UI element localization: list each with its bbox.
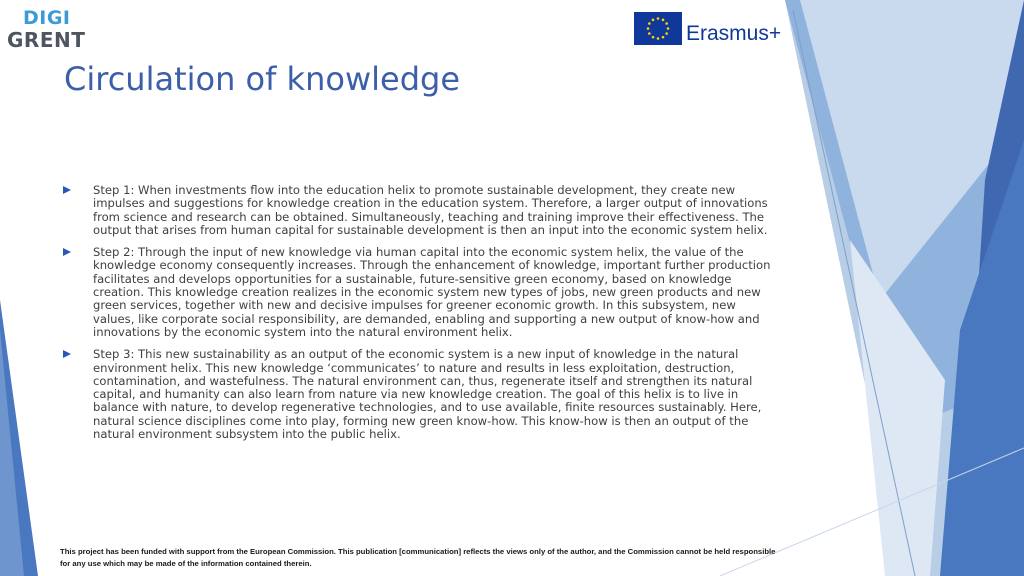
bullet-text: Step 2: Through the input of new knowledge via human capital into the economic system helix, the value of the knowledge economy consequently increases. Through the enhancement of knowledge, important further production facilitates and develops opportunities for a sustainable, future-sensitive green economy, based on knowledge creation. This knowledge creation realizes in the economic system new types of jobs, new green products and new green services, together with new and decisive impulses for greener economic growth. In this subsystem, new values, like corporate social responsibility, are demanded, enabling and supporting a new output of know-how and innovations by the economic system into the natural environment helix. bbox=[93, 245, 771, 339]
eu-star-icon bbox=[662, 19, 665, 22]
eu-star-icon bbox=[665, 32, 668, 35]
bullet-item bbox=[60, 348, 772, 441]
bullet-item bbox=[60, 184, 772, 237]
bullet-list bbox=[60, 184, 772, 450]
digigrent-logo-line1: DIGI bbox=[23, 7, 71, 29]
funding-disclaimer: This project has been funded with support from the European Commission. This publication [communication] reflects the views only of the author, and the Commission cannot be held responsible for any use which may be made of the information contained therein. bbox=[60, 547, 776, 568]
eu-star-icon bbox=[648, 32, 651, 35]
eu-star-icon bbox=[652, 19, 655, 22]
eu-star-icon bbox=[667, 27, 670, 30]
bullet-arrow-icon bbox=[63, 248, 71, 256]
eu-flag-icon bbox=[634, 12, 682, 45]
bullet-item bbox=[60, 246, 772, 339]
bullet-text: Step 3: This new sustainability as an output of the economic system is a new input of knowledge in the natural environment helix. This new knowledge ‘communicates’ to nature and results in less exploitation, destruction, contamination, and wastefulness. The natural environment can, thus, regenerate itself and strengthen its natural capital, and humanity can also learn from nature via new knowledge creation. The goal of this helix is to live in balance with nature, to develop regenerative technologies, and to use available, finite resources sustainably. Here, natural science disciplines come into play, forming new green know-how. This know-how is then an output of the natural environment subsystem into the public helix. bbox=[93, 347, 762, 442]
erasmus-logo bbox=[634, 12, 794, 48]
eu-star-icon bbox=[657, 17, 660, 20]
erasmus-label: Erasmus+ bbox=[686, 22, 782, 45]
bullet-arrow-icon bbox=[63, 186, 71, 194]
eu-star-icon bbox=[647, 27, 650, 30]
digigrent-logo-line2: GRENT bbox=[7, 28, 86, 52]
bullet-text: Step 1: When investments flow into the education helix to promote sustainable development, they create new impulses and suggestions for knowledge creation in the education system. Therefore, a larger output of innovations from science and research can be obtained. Simultaneously, teaching and training improve their effectiveness. The output that arises from human capital for sustainable development is then an input into the economic system helix. bbox=[93, 183, 768, 237]
eu-star-icon bbox=[648, 22, 651, 25]
digigrent-logo bbox=[6, 6, 86, 52]
eu-star-icon bbox=[652, 36, 655, 39]
eu-star-icon bbox=[662, 36, 665, 39]
bullet-arrow-icon bbox=[63, 350, 71, 358]
eu-star-icon bbox=[665, 22, 668, 25]
eu-star-icon bbox=[657, 37, 660, 40]
slide-title: Circulation of knowledge bbox=[64, 60, 460, 98]
